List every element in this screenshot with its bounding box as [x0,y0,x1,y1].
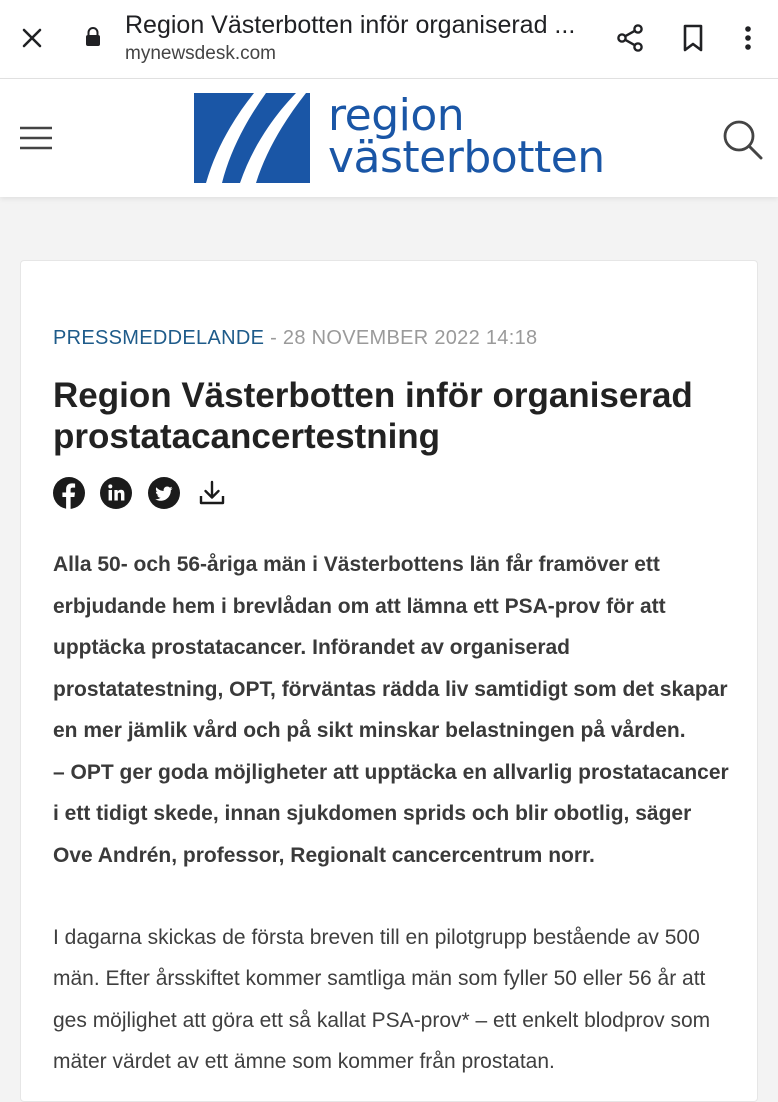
page-url[interactable]: mynewsdesk.com [125,43,276,64]
share-icon[interactable] [614,22,646,54]
close-icon[interactable] [18,24,46,52]
more-vert-icon[interactable] [736,22,760,54]
site-header [0,79,778,197]
meta-separator: - [270,327,278,349]
search-icon[interactable] [720,117,764,161]
logo-line-1: region [328,90,465,141]
body-paragraph: I dagarna skickas de första breven till en pilotgrupp bestående av 500 män. Efter årsskiftet kommer samtliga män som fyller 50 eller 56 år att ges möjlighet att göra ett så kallat PSA-prov* – ett enkelt blodprov som mäter värdet av ett ämne som kommer från prostatan. [53,926,711,1073]
linkedin-icon[interactable] [100,477,132,509]
menu-icon[interactable] [18,123,54,153]
article-category[interactable]: PRESSMEDDELANDE [53,327,265,349]
facebook-icon[interactable] [53,477,85,509]
article-headline: Region Västerbotten inför organiserad prostatacancertestning [53,376,693,456]
lead-quote: – OPT ger goda möjligheter att upptäcka en allvarlig prostatacancer i ett tidigt skede, innan sjukdomen sprids och blir obotlig, säger Ove Andrén, professor, Regionalt cancercentrum norr. [53,760,729,867]
bookmark-icon[interactable] [678,22,708,54]
logo-line-2: västerbotten [328,132,605,183]
article-date: 28 NOVEMBER 2022 14:18 [282,327,538,349]
site-logo[interactable] [194,90,605,185]
logo-mark-icon [194,93,310,183]
twitter-icon[interactable] [148,477,180,509]
article-meta [53,327,537,350]
logo-text [328,90,605,183]
page-title: Region Västerbotten inför organiserad ... [125,11,576,39]
article-lead [53,544,733,876]
article-card [20,260,758,1102]
lead-paragraph: Alla 50- och 56-åriga män i Västerbottens län får framöver ett erbjudande hem i brevlådan om att lämna ett PSA-prov för att upptäcka prostatacancer. Införandet av organiserad prostatatestning, OPT, förväntas rädda liv samtidigt som det skapar en mer jämlik vård och på sikt minskar belastningen på vården. [53,553,728,742]
download-icon[interactable] [196,477,228,509]
lock-icon [84,26,102,48]
browser-toolbar [0,0,778,79]
